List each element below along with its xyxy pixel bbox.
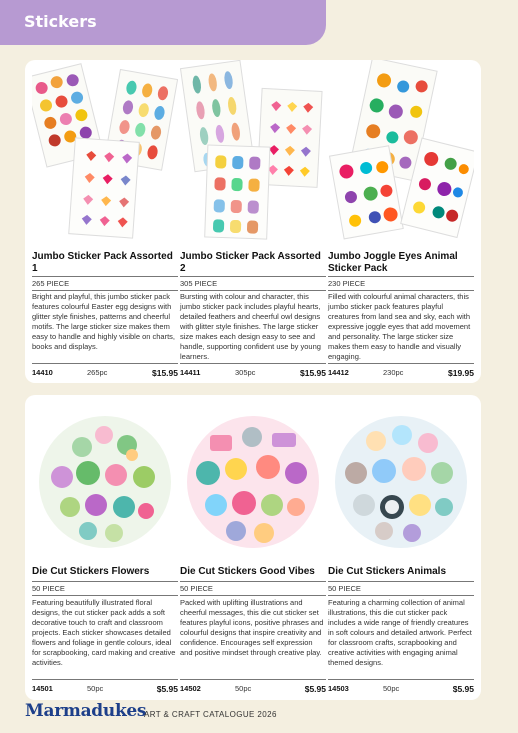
product-price: $5.95 — [304, 684, 326, 694]
brand-logo: Marmadukes — [25, 701, 147, 721]
product-description: Featuring beautifully illustrated floral designs, the cut sticker pack adds a soft decorative touch to craft and classroom projects. Each sticker showcases detailed flowers and foliage in gentle colours, ideal for scrapbooking, card making and creative activities. — [32, 598, 176, 667]
product-description: Featuring a charming collection of animal illustrations, this die cut sticker pack includes a wide range of friendly creatures in soft colours and detailed artwork. Perfect for classroom crafts, scrapbooking and creative activities with engaging animal themed designs. — [328, 598, 472, 667]
product-pieces: 50 PIECE — [180, 581, 326, 596]
product-footer — [328, 363, 474, 378]
product-footer — [180, 363, 326, 378]
product-footer — [180, 679, 326, 694]
product-price: $15.95 — [300, 368, 326, 378]
product-code: 14502 — [180, 684, 201, 693]
product-code: 14412 — [328, 368, 349, 377]
product-code: 14411 — [180, 368, 201, 377]
product-code: 14501 — [32, 684, 53, 693]
product-code: 14503 — [328, 684, 349, 693]
product-footer — [328, 679, 474, 694]
product-pieces: 50 PIECE — [32, 581, 178, 596]
product-code: 14410 — [32, 368, 53, 377]
product-pieces: 50 PIECE — [328, 581, 474, 596]
product-qty: 305pc — [235, 368, 256, 377]
product-name: Die Cut Stickers Animals — [328, 566, 447, 577]
product-name: Jumbo Sticker Pack Assorted 1 — [32, 251, 173, 274]
product-name: Die Cut Stickers Flowers — [32, 566, 150, 577]
product-image — [328, 407, 474, 557]
product-pieces: 305 PIECE — [180, 276, 326, 291]
product-price: $19.95 — [448, 368, 474, 378]
product-name: Jumbo Sticker Pack Assorted 2 — [180, 251, 321, 274]
product-image — [32, 407, 178, 557]
product-qty: 230pc — [383, 368, 404, 377]
product-description: Bursting with colour and character, this jumbo sticker pack includes playful hearts, detailed feathers and cheerful owl designs with glitter style finishes. The large sticker size makes each design easy to see and handle, supporting confident use by young learners. — [180, 292, 321, 361]
section-title: Stickers — [24, 12, 97, 31]
jumbo-sticker-panel — [25, 60, 481, 383]
product-footer — [32, 363, 178, 378]
product-price: $15.95 — [152, 368, 178, 378]
product-pieces: 265 PIECE — [32, 276, 178, 291]
product-name: Jumbo Joggle Eyes Animal Sticker Pack — [328, 251, 458, 274]
product-image — [328, 60, 474, 240]
product-qty: 50pc — [235, 684, 252, 693]
catalogue-tagline: ART & CRAFT CATALOGUE 2026 — [144, 710, 277, 719]
product-price: $5.95 — [156, 684, 178, 694]
product-pieces: 230 PIECE — [328, 276, 474, 291]
product-footer — [32, 679, 178, 694]
product-qty: 265pc — [87, 368, 108, 377]
product-description: Bright and playful, this jumbo sticker pack features colourful Easter egg designs with glitter style finishes, patterns and cheerful motifs. The large sticker size makes them easy to handle and highly visible on charts, books and displays. — [32, 292, 176, 351]
product-price: $5.95 — [452, 684, 474, 694]
product-image — [180, 407, 326, 557]
product-qty: 50pc — [383, 684, 400, 693]
section-header-tab — [0, 0, 326, 45]
product-description: Packed with uplifting illustrations and cheerful messages, this die cut sticker set features playful icons, positive phrases and colourful designs that inspire creativity and confidence. Encourages self expression and positive mindset through creative play. — [180, 598, 324, 657]
product-name: Die Cut Stickers Good Vibes — [180, 566, 315, 577]
product-image — [180, 60, 326, 240]
product-image — [32, 60, 178, 240]
product-description: Filled with colourful animal characters, this jumbo sticker pack features playful creatures from land sea and sky, each with expressive joggle eyes that add movement and personality. The large sticker size makes them easy to handle and visually engaging. — [328, 292, 471, 361]
product-qty: 50pc — [87, 684, 104, 693]
die-cut-sticker-panel — [25, 395, 481, 700]
